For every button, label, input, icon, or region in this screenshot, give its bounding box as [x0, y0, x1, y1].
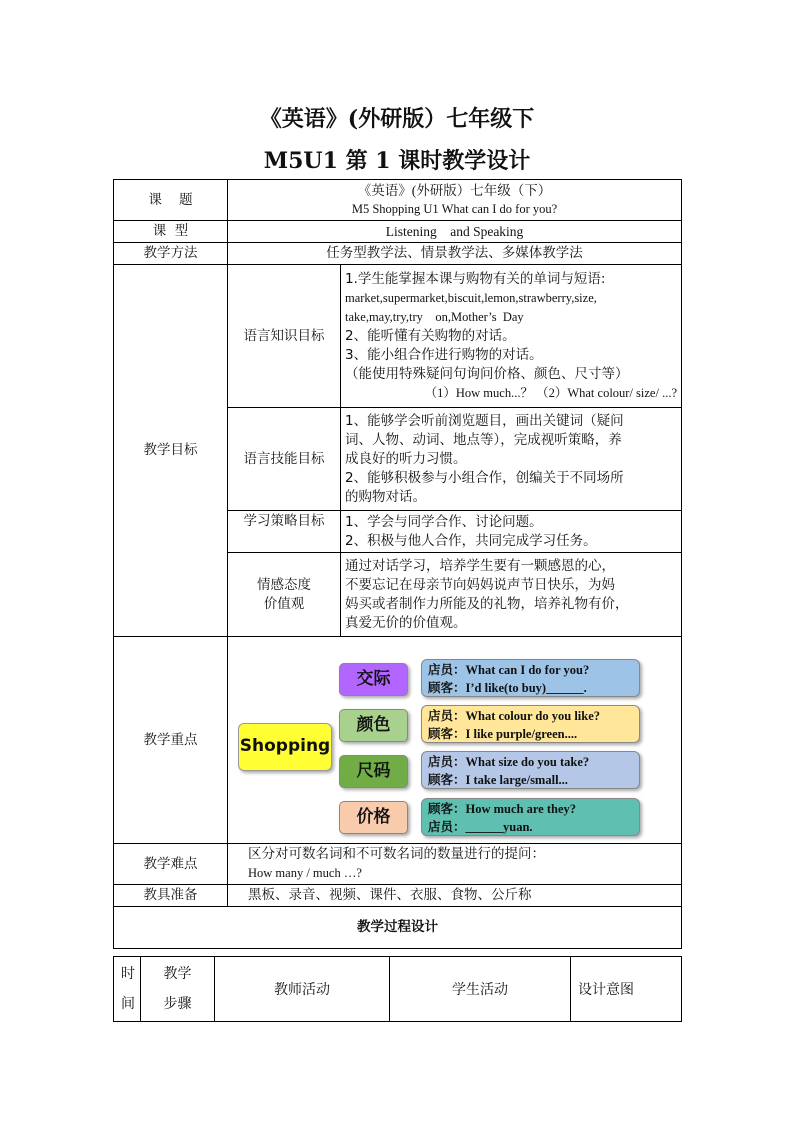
tag-size: 尺码 [339, 755, 408, 788]
col-intent: 设计意图 [571, 957, 682, 1022]
tag-communication: 交际 [339, 663, 408, 696]
bubble-size: 店员：What size do you take? 顾客：I take large/small... [421, 751, 640, 789]
process-header-row [114, 957, 682, 1022]
col-time: 时 间 [114, 957, 141, 1022]
bubble-colour: 店员：What colour do you like? 顾客：I like purple/green.... [421, 705, 640, 743]
col-teacher: 教师活动 [215, 957, 390, 1022]
shopping-center-box: Shopping [238, 723, 332, 771]
process-heading-row [114, 907, 682, 949]
document-subtitle: M5U1 第 1 课时教学设计 [263, 148, 531, 174]
tools-row [114, 885, 682, 907]
tag-colour: 颜色 [339, 709, 408, 742]
difficulty-content: 区分对可数名词和不可数名词的数量进行的提问： How many / much …? [228, 844, 682, 885]
course-value: 《英语》(外研版）七年级（下） M5 Shopping U1 What can I do for you? [228, 180, 682, 221]
method-row [114, 243, 682, 265]
bubble-communication: 店员：What can I do for you? 顾客：I’d like(to buy)______. [421, 659, 640, 697]
knowledge-label: 语言知识目标 [228, 265, 341, 408]
tools-label: 教具准备 [114, 885, 228, 907]
lesson-plan-table [113, 179, 682, 949]
key-points-diagram [228, 639, 681, 842]
key-points-diagram-cell [228, 637, 682, 844]
tools-value: 黑板、录音、视频、课件、衣服、食物、公斤称 [228, 885, 682, 907]
document-title: 《英语》(外研版）七年级下 [259, 106, 535, 132]
tag-price: 价格 [339, 801, 408, 834]
knowledge-content: 1.学生能掌握本课与购物有关的单词与短语: market,supermarket,biscuit,lemon,strawberry,size, take,may,try,try on,Mother’s Day 2、能听懂有关购物的对话。 3、能小组合作进行购物的对话。 （能使用特殊疑问句询问价格、颜色、尺寸等） （1）How much...？ （2）What colour/ size/ ...? [341, 265, 682, 408]
method-label: 教学方法 [114, 243, 228, 265]
process-table [113, 956, 682, 1022]
goals-label: 教学目标 [114, 265, 228, 637]
key-points-label: 教学重点 [114, 637, 228, 844]
difficulty-label: 教学难点 [114, 844, 228, 885]
process-heading: 教学过程设计 [114, 907, 682, 949]
method-value: 任务型教学法、情景教学法、多媒体教学法 [228, 243, 682, 265]
lesson-type-label: 课 型 [114, 221, 228, 243]
lesson-type-value: Listening and Speaking [228, 221, 682, 243]
course-label: 课 题 [114, 180, 228, 221]
col-student: 学生活动 [390, 957, 571, 1022]
goal-row-knowledge [114, 265, 682, 408]
difficulty-row [114, 844, 682, 885]
course-row [114, 180, 682, 221]
col-step: 教学 步骤 [141, 957, 215, 1022]
emotion-content: 通过对话学习，培养学生要有一颗感恩的心， 不要忘记在母亲节向妈妈说声节日快乐，为妈 妈买或者制作力所能及的礼物，培养礼物有价， 真爱无价的价值观。 [341, 553, 682, 637]
emotion-label: 情感态度 价值观 [228, 553, 341, 637]
strategy-content: 1、学会与同学合作、讨论问题。 2、积极与他人合作，共同完成学习任务。 [341, 511, 682, 553]
bubble-price: 顾客：How much are they? 店员：______yuan. [421, 798, 640, 836]
skill-label: 语言技能目标 [228, 408, 341, 511]
strategy-label: 学习策略目标 [228, 511, 341, 553]
key-points-row [114, 637, 682, 844]
lesson-type-row [114, 221, 682, 243]
skill-content: 1、能够学会听前浏览题目，画出关键词（疑问 词、人物、动词、地点等），完成视听策略，养 成良好的听力习惯。 2、能够积极参与小组合作，创编关于不同场所 的购物对话。 [341, 408, 682, 511]
